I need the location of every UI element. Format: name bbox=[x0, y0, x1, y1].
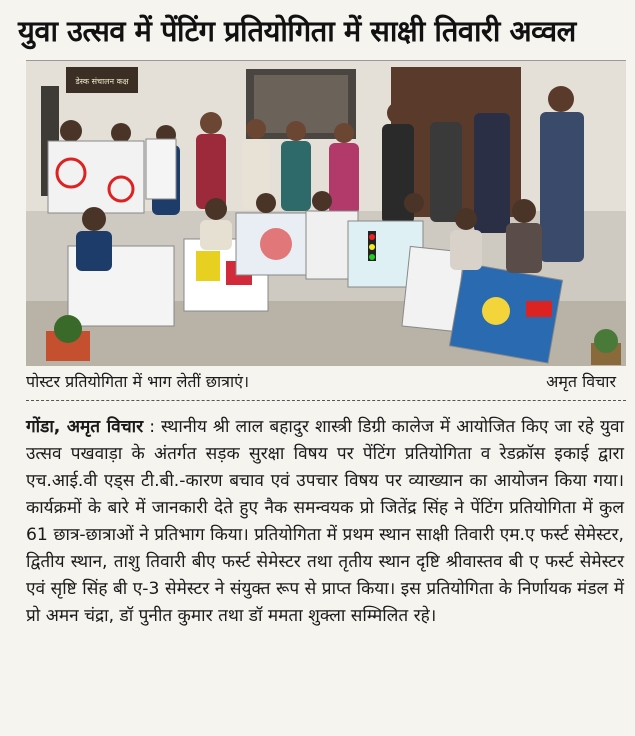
divider bbox=[26, 400, 626, 401]
article-text: : स्थानीय श्री लाल बहादुर शास्त्री डिग्री कालेज में आयोजित किए जा रहे युवा उत्सव पखवाड़ा के अंतर्गत सड़क सुरक्षा विषय पर पेंटिंग प्रतियोगिता व रेडक्रॉस इकाई द्वारा एच.आई.वी एड्स टी.बी.-कारण बचाव एवं उपचार विषय पर व्याख्यान का आयोजन किया गया। कार्यक्रमों के बारे में जानकारी देते हुए नैक समन्वयक प्रो जितेंद्र सिंह ने पेंटिंग प्रतियोगिता में कुल 61 छात्र-छात्राओं ने प्रतिभाग किया। प्रतियोगिता में प्रथम स्थान साक्षी तिवारी एम.ए फर्स्ट सेमेस्टर, द्वितीय स्थान, ताशु तिवारी बीए फर्स्ट सेमेस्टर तथा तृतीय स्थान दृष्टि श्रीवास्तव बी ए फर्स्ट सेमेस्टर एवं सृष्टि सिंह बी ए-3 सेमेस्टर ने संयुक्त रूप से प्राप्त किया। इस प्रतियोगिता के निर्णायक मंडल में प्रो अमन चंद्रा, डॉ पुनीत कुमार तथा डॉ ममता शुक्ला सम्मिलित रहे। bbox=[26, 417, 624, 626]
dateline: गोंडा, अमृत विचार bbox=[26, 417, 144, 437]
sign-text: डेस्क संचालन कक्ष bbox=[75, 77, 129, 86]
photo-caption: पोस्टर प्रतियोगिता में भाग लेतीं छात्राएं। bbox=[26, 372, 250, 391]
headline: युवा उत्सव में पेंटिंग प्रतियोगिता में साक्षी तिवारी अव्वल bbox=[18, 14, 576, 48]
news-photo bbox=[26, 60, 626, 366]
photo-credit: अमृत विचार bbox=[546, 372, 616, 391]
caption-row bbox=[26, 368, 626, 396]
group-photo-illustration bbox=[26, 61, 626, 366]
article-body bbox=[26, 414, 624, 630]
